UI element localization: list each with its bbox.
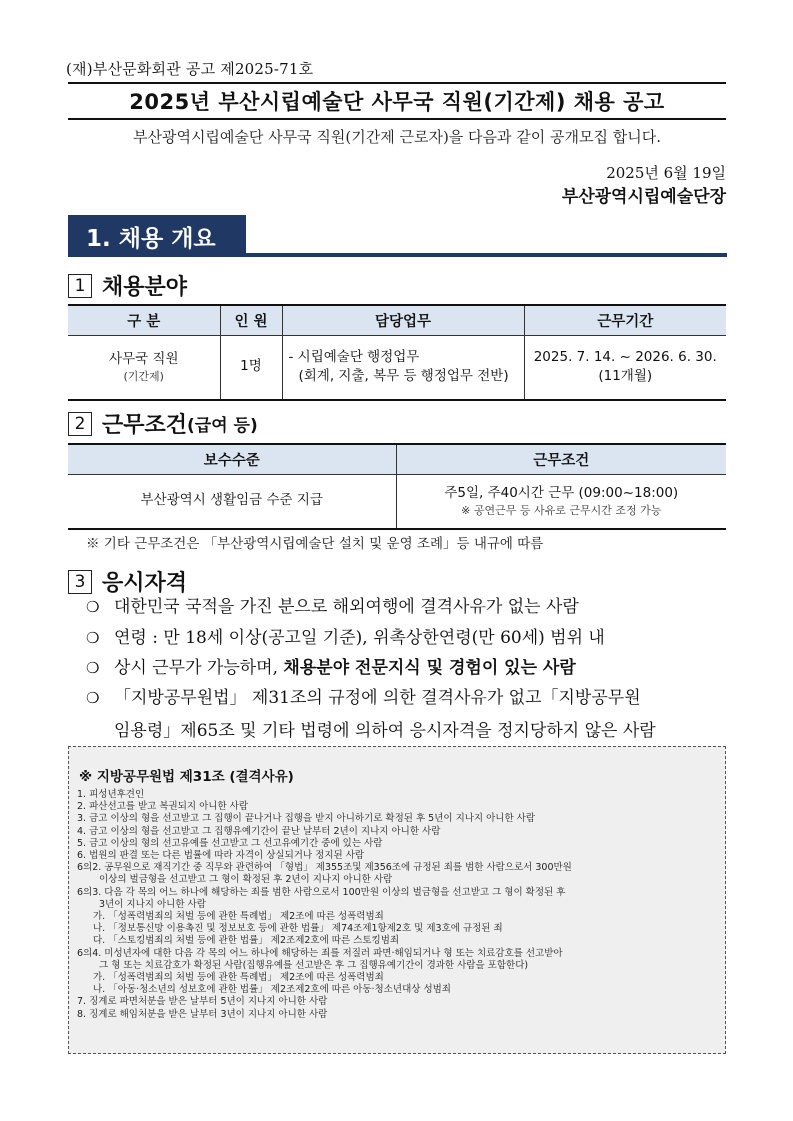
issuing-org: 부산광역시립예술단장 [561,187,726,207]
section-1-title: 1. 채용 개요 [68,215,246,257]
law-clause: 이상의 벌금형을 선고받고 그 형이 확정된 후 2년이 지나지 아니한 사람 [99,874,393,886]
field-table [68,304,726,401]
law-clause: 1. 피성년후견인 [77,789,145,800]
law-clause: 5. 금고 이상의 형의 선고유예를 선고받고 그 선고유예기간 중에 있는 사람 [77,837,383,849]
eligibility-heading [68,566,187,597]
law-clause: 가. 「성폭력범죄의 처벌 등에 관한 특례법」 제2조에 따른 성폭력범죄 [93,972,384,984]
notice-title-box [68,82,726,120]
col-header: 인 원 [220,305,282,336]
law-clause: 그 형 또는 치료감호가 확정된 사람(집행유예를 선고받은 후 그 집행유예기간이 경과한 사람을 포함한다) [99,959,529,971]
eligibility-item [86,627,605,649]
eligibility-heading-text: 응시자격 [102,571,188,596]
section-1-header [68,215,727,257]
count-cell: 1명 [220,336,282,400]
circle-bullet-icon: ❍ [86,659,100,677]
law-clause-list [77,789,715,1021]
eligibility-item [86,657,576,679]
col-header: 근무기간 [524,305,726,336]
col-header: 보수수준 [68,444,396,475]
table-header-row [68,305,726,336]
table-header-row [68,444,726,475]
hours-cell [396,475,726,529]
law-title: ※ 지방공무원법 제31조 (결격사유) [79,769,294,785]
field-heading [68,270,187,301]
table-row [68,475,726,529]
circle-bullet-icon: ❍ [86,689,100,707]
table-row [68,336,726,400]
heading-number-box: 3 [68,570,92,594]
duty-line: (회계, 지출, 복무 등 행정업무 전반) [298,368,509,385]
law-clause: 7. 징계로 파면처분을 받은 날부터 5년이 지나지 아니한 사람 [77,996,328,1008]
notice-number: (재)부산문화회관 공고 제2025-71호 [66,60,314,78]
section-divider [246,253,727,257]
category-subtext: (기간제) [123,370,164,384]
notice-title: 2025년 부산시립예술단 사무국 직원(기간제) 채용 공고 [129,90,665,114]
period-text: 2025. 7. 14. ~ 2026. 6. 30. [533,348,717,365]
law-clause: 6의4. 미성년자에 대한 다음 각 목의 어느 하나에 해당하는 죄를 저질러 파면·해임되거나 형 또는 치료감호를 선고받아 [77,947,563,959]
law-clause: 6. 법원의 판결 또는 다른 법률에 따라 자격이 상실되거나 정지된 사람 [77,850,365,862]
notice-date: 2025년 6월 19일 [606,164,726,182]
category-text: 사무국 직원 [109,350,179,367]
duty-line: - 시립예술단 행정업무 [288,348,420,365]
field-heading-text: 채용분야 [102,275,188,300]
conditions-table [68,443,726,530]
col-header: 구 분 [68,305,220,336]
heading-number-box: 2 [68,412,92,436]
conditions-heading-text: 근무조건 [102,413,188,438]
heading-number-box: 1 [68,274,92,298]
law-clause: 8. 징계로 해임처분을 받은 날부터 3년이 지나지 아니한 사람 [77,1008,328,1020]
period-cell [524,336,726,400]
law-clause: 나. 「정보통신망 이용촉진 및 정보보호 등에 관한 법률」 제74조제1항제2호 및 제3호에 규정된 죄 [93,923,503,935]
law-clause: 다. 「스토킹범죄의 처벌 등에 관한 법률」 제2조제2호에 따른 스토킹범죄 [93,935,400,947]
eligibility-text: 「지방공무원법」 제31조의 규정에 의한 결격사유가 없고「지방공무원 [114,688,641,708]
eligibility-item [86,596,579,618]
duty-cell [282,336,524,400]
law-excerpt-box [68,746,726,1054]
intro-text: 부산광역시립예술단 사무국 직원(기간제 근로자)을 다음과 같이 공개모집 합니다. [132,128,662,146]
circle-bullet-icon: ❍ [86,629,100,647]
hours-note: ※ 공연근무 등 사유로 근무시간 조정 가능 [461,504,662,518]
hours-text: 주5일, 주40시간 근무 (09:00~18:00) [444,484,679,501]
conditions-heading [68,408,258,439]
category-cell [68,336,220,400]
col-header: 근무조건 [396,444,726,475]
eligibility-text: 상시 근무가 가능하며, [114,658,279,678]
eligibility-continuation: 임용령」제65조 및 기타 법령에 의하여 응시자격을 정지당하지 않은 사람 [114,721,656,741]
eligibility-bold-text: 채용분야 전문지식 및 경험이 있는 사람 [283,658,576,678]
eligibility-item [86,687,641,709]
law-clause: 6의3. 다음 각 목의 어느 하나에 해당하는 죄를 범한 사람으로서 100만원 이상의 벌금형을 선고받고 그 형이 확정된 후 [77,886,566,898]
col-header: 담당업무 [282,305,524,336]
law-clause: 3년이 지나지 아니한 사람 [99,898,206,910]
law-clause: 6의2. 공무원으로 재직기간 중 직무와 관련하여 「형법」 제355조및 제356조에 규정된 죄를 범한 사람으로서 300만원 [77,862,572,874]
period-subtext: (11개월) [598,368,653,385]
law-clause: 가. 「성폭력범죄의 처벌 등에 관한 특례법」 제2조에 따른 성폭력범죄 [93,911,384,923]
law-clause: 4. 금고 이상의 형을 선고받고 그 집행유예기간이 끝난 날부터 2년이 지나지 아니한 사람 [77,825,441,837]
eligibility-text: 대한민국 국적을 가진 분으로 해외여행에 결격사유가 없는 사람 [114,597,579,617]
conditions-heading-suffix: (급여 등) [187,416,258,436]
eligibility-text: 연령 : 만 18세 이상(공고일 기준), 위촉상한연령(만 60세) 범위 내 [114,628,605,648]
law-clause: 3. 금고 이상의 형을 선고받고 그 집행이 끝나거나 집행을 받지 아니하기로 확정된 후 5년이 지나지 아니한 사람 [77,813,536,825]
law-clause: 2. 파산선고를 받고 복권되지 아니한 사람 [77,801,248,813]
circle-bullet-icon: ❍ [86,598,100,616]
law-clause: 나. 「아동·청소년의 성보호에 관한 법률」 제2조제2호에 따른 아동·청소년대상 성범죄 [93,984,451,996]
pay-cell: 부산광역시 생활임금 수준 지급 [68,475,396,529]
conditions-note: ※ 기타 근무조건은 「부산광역시립예술단 설치 및 운영 조례」등 내규에 따름 [86,536,544,552]
